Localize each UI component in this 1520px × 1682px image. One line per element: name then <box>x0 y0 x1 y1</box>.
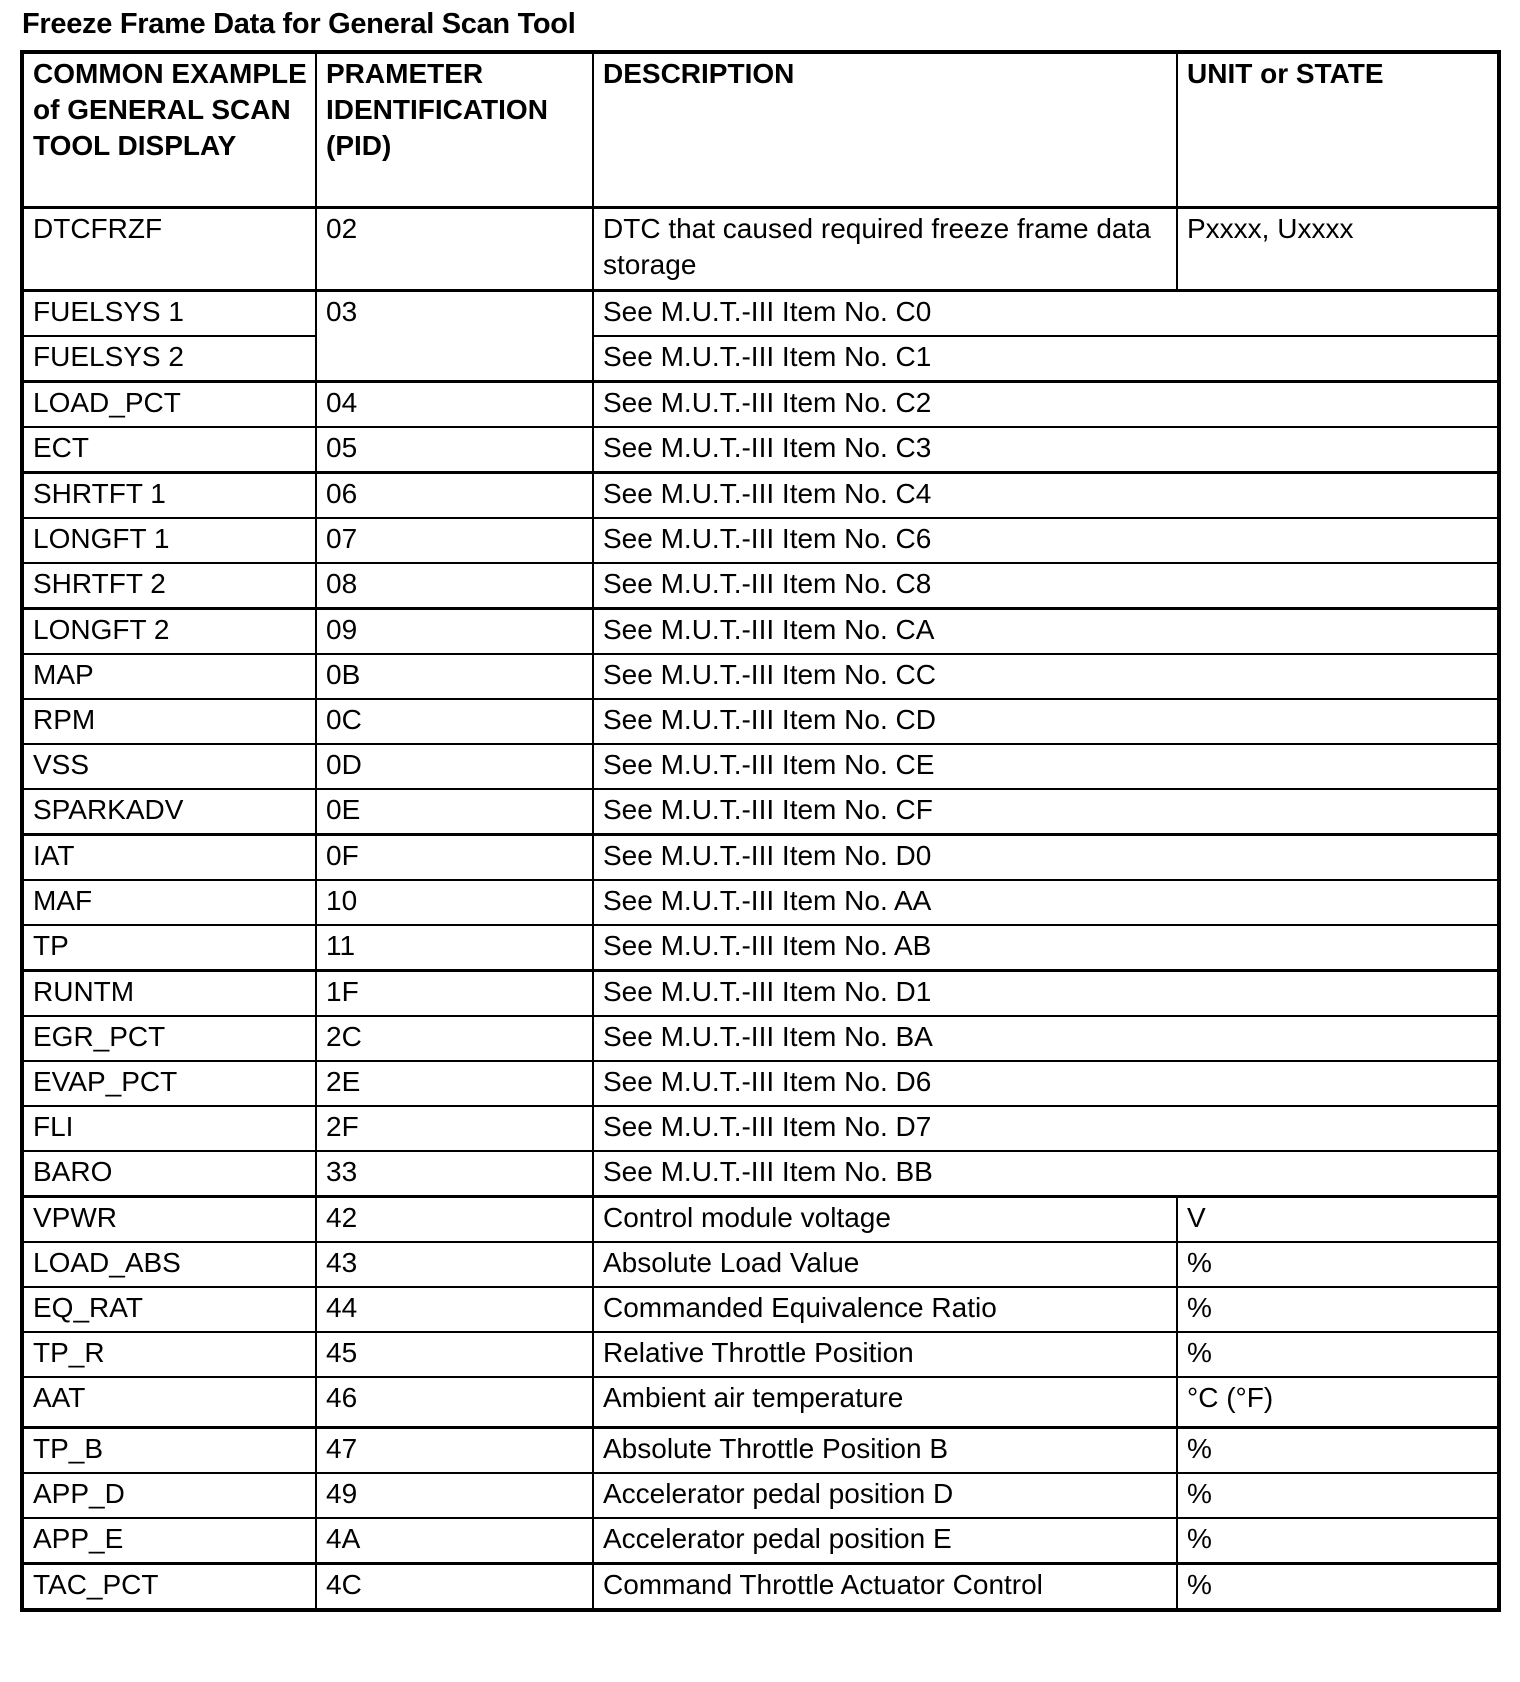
table-row <box>22 1016 1499 1061</box>
cell-display: EVAP_PCT <box>22 1061 316 1106</box>
table-row <box>22 925 1499 971</box>
table-row <box>22 1473 1499 1518</box>
cell-pid: 06 <box>316 473 593 519</box>
cell-unit: % <box>1177 1473 1499 1518</box>
cell-pid: 4C <box>316 1564 593 1611</box>
cell-pid: 05 <box>316 427 593 473</box>
table-header-row <box>22 52 1499 208</box>
cell-unit: % <box>1177 1518 1499 1564</box>
cell-description: Ambient air temperature <box>593 1377 1177 1428</box>
table-row <box>22 1377 1499 1428</box>
cell-display: SHRTFT 2 <box>22 563 316 609</box>
table-row <box>22 789 1499 835</box>
table-row <box>22 518 1499 563</box>
cell-display: MAF <box>22 880 316 925</box>
header-unit: UNIT or STATE <box>1177 52 1499 208</box>
cell-display: SHRTFT 1 <box>22 473 316 519</box>
cell-unit: % <box>1177 1287 1499 1332</box>
table-row <box>22 473 1499 519</box>
table-row <box>22 563 1499 609</box>
cell-display: FUELSYS 2 <box>22 336 316 382</box>
cell-unit: Pxxxx, Uxxxx <box>1177 208 1499 291</box>
cell-description: Absolute Load Value <box>593 1242 1177 1287</box>
cell-display: MAP <box>22 654 316 699</box>
cell-display: TP <box>22 925 316 971</box>
header-description: DESCRIPTION <box>593 52 1177 208</box>
cell-display: LOAD_ABS <box>22 1242 316 1287</box>
cell-display: LONGFT 2 <box>22 609 316 655</box>
cell-description: See M.U.T.-III Item No. CF <box>593 789 1499 835</box>
cell-pid: 4A <box>316 1518 593 1564</box>
freeze-frame-table <box>20 50 1501 1612</box>
cell-display: VSS <box>22 744 316 789</box>
cell-display: APP_D <box>22 1473 316 1518</box>
cell-display: FUELSYS 1 <box>22 291 316 337</box>
cell-description: See M.U.T.-III Item No. C1 <box>593 336 1499 382</box>
cell-display: TAC_PCT <box>22 1564 316 1611</box>
cell-description: See M.U.T.-III Item No. AA <box>593 880 1499 925</box>
cell-pid: 0F <box>316 835 593 881</box>
cell-pid: 0C <box>316 699 593 744</box>
cell-description: DTC that caused required freeze frame data storage <box>593 208 1177 291</box>
cell-description: See M.U.T.-III Item No. CC <box>593 654 1499 699</box>
cell-unit: V <box>1177 1197 1499 1243</box>
cell-pid: 49 <box>316 1473 593 1518</box>
cell-pid: 02 <box>316 208 593 291</box>
cell-pid: 46 <box>316 1377 593 1428</box>
cell-description: See M.U.T.-III Item No. C0 <box>593 291 1499 337</box>
table-row <box>22 1197 1499 1243</box>
cell-pid: 0D <box>316 744 593 789</box>
cell-display: RUNTM <box>22 971 316 1017</box>
cell-description: See M.U.T.-III Item No. D7 <box>593 1106 1499 1151</box>
cell-display: FLI <box>22 1106 316 1151</box>
cell-display: APP_E <box>22 1518 316 1564</box>
cell-unit: % <box>1177 1332 1499 1377</box>
table-row <box>22 336 1499 382</box>
document-title: Freeze Frame Data for General Scan Tool <box>22 8 576 40</box>
cell-display: AAT <box>22 1377 316 1428</box>
cell-description: Accelerator pedal position E <box>593 1518 1177 1564</box>
cell-unit: % <box>1177 1428 1499 1474</box>
table-row <box>22 1518 1499 1564</box>
cell-description: See M.U.T.-III Item No. AB <box>593 925 1499 971</box>
table-row <box>22 382 1499 428</box>
cell-pid: 2E <box>316 1061 593 1106</box>
cell-pid: 43 <box>316 1242 593 1287</box>
cell-description: See M.U.T.-III Item No. BB <box>593 1151 1499 1197</box>
cell-display: IAT <box>22 835 316 881</box>
cell-description: See M.U.T.-III Item No. C3 <box>593 427 1499 473</box>
cell-display: LONGFT 1 <box>22 518 316 563</box>
cell-pid: 09 <box>316 609 593 655</box>
table-row <box>22 835 1499 881</box>
table-row <box>22 427 1499 473</box>
cell-description: See M.U.T.-III Item No. CE <box>593 744 1499 789</box>
cell-pid: 45 <box>316 1332 593 1377</box>
cell-display: EQ_RAT <box>22 1287 316 1332</box>
cell-pid: 0B <box>316 654 593 699</box>
table-row <box>22 1061 1499 1106</box>
cell-display: EGR_PCT <box>22 1016 316 1061</box>
table-row <box>22 208 1499 291</box>
cell-description: See M.U.T.-III Item No. CA <box>593 609 1499 655</box>
cell-unit: % <box>1177 1564 1499 1611</box>
cell-display: ECT <box>22 427 316 473</box>
table-row <box>22 1332 1499 1377</box>
cell-pid: 44 <box>316 1287 593 1332</box>
table-row <box>22 1564 1499 1611</box>
cell-pid: 10 <box>316 880 593 925</box>
cell-pid: 1F <box>316 971 593 1017</box>
cell-description: See M.U.T.-III Item No. BA <box>593 1016 1499 1061</box>
cell-description: Control module voltage <box>593 1197 1177 1243</box>
cell-description: Commanded Equivalence Ratio <box>593 1287 1177 1332</box>
cell-pid: 11 <box>316 925 593 971</box>
table-row <box>22 1151 1499 1197</box>
header-pid: PRAMETER IDENTIFICATION (PID) <box>316 52 593 208</box>
cell-display: RPM <box>22 699 316 744</box>
cell-display: VPWR <box>22 1197 316 1243</box>
cell-display: TP_B <box>22 1428 316 1474</box>
table-row <box>22 880 1499 925</box>
cell-pid: 2F <box>316 1106 593 1151</box>
cell-description: See M.U.T.-III Item No. C4 <box>593 473 1499 519</box>
cell-pid: 0E <box>316 789 593 835</box>
cell-description: See M.U.T.-III Item No. D0 <box>593 835 1499 881</box>
table-row <box>22 971 1499 1017</box>
cell-unit: °C (°F) <box>1177 1377 1499 1428</box>
cell-description: See M.U.T.-III Item No. C8 <box>593 563 1499 609</box>
table-row <box>22 291 1499 337</box>
table-row <box>22 1287 1499 1332</box>
table-row <box>22 654 1499 699</box>
header-display: COMMON EXAMPLE of GENERAL SCAN TOOL DISPLAY <box>22 52 316 208</box>
table-row <box>22 744 1499 789</box>
table-row <box>22 699 1499 744</box>
table-row <box>22 609 1499 655</box>
cell-pid: 04 <box>316 382 593 428</box>
cell-description: Accelerator pedal position D <box>593 1473 1177 1518</box>
cell-pid: 08 <box>316 563 593 609</box>
cell-pid: 03 <box>316 291 593 382</box>
cell-description: Command Throttle Actuator Control <box>593 1564 1177 1611</box>
cell-pid: 2C <box>316 1016 593 1061</box>
cell-pid: 07 <box>316 518 593 563</box>
cell-description: See M.U.T.-III Item No. C6 <box>593 518 1499 563</box>
cell-display: TP_R <box>22 1332 316 1377</box>
cell-description: See M.U.T.-III Item No. D6 <box>593 1061 1499 1106</box>
cell-description: See M.U.T.-III Item No. C2 <box>593 382 1499 428</box>
cell-description: Absolute Throttle Position B <box>593 1428 1177 1474</box>
cell-unit: % <box>1177 1242 1499 1287</box>
cell-pid: 42 <box>316 1197 593 1243</box>
cell-pid: 47 <box>316 1428 593 1474</box>
table-row <box>22 1106 1499 1151</box>
cell-display: SPARKADV <box>22 789 316 835</box>
cell-pid: 33 <box>316 1151 593 1197</box>
table-row <box>22 1242 1499 1287</box>
cell-description: Relative Throttle Position <box>593 1332 1177 1377</box>
table-row <box>22 1428 1499 1474</box>
cell-description: See M.U.T.-III Item No. D1 <box>593 971 1499 1017</box>
cell-display: DTCFRZF <box>22 208 316 291</box>
cell-display: BARO <box>22 1151 316 1197</box>
cell-description: See M.U.T.-III Item No. CD <box>593 699 1499 744</box>
cell-display: LOAD_PCT <box>22 382 316 428</box>
